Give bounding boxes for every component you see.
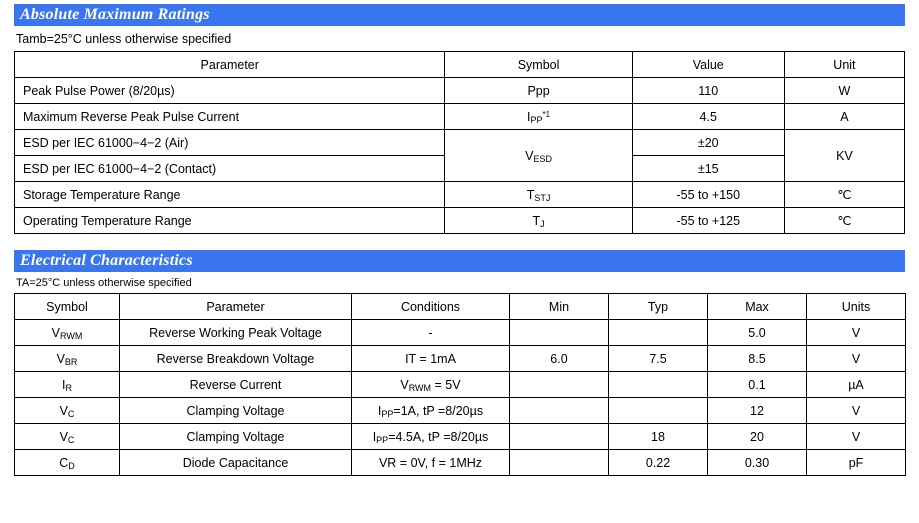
cell-symbol: [15, 346, 120, 372]
cell-parameter: ESD per IEC 61000−4−2 (Air): [15, 130, 445, 156]
symbol-subscript: RWM: [60, 330, 83, 341]
symbol-text: V: [59, 429, 68, 444]
column-header-min: Min: [510, 294, 609, 320]
symbol-text: V: [51, 325, 60, 340]
cell-typ: 0.22: [609, 450, 708, 476]
condition-text-post: =4.5A, tP =8/20µs: [388, 429, 489, 444]
condition-text: I: [372, 429, 377, 444]
cell-max: 5.0: [708, 320, 807, 346]
cell-conditions: [352, 320, 510, 346]
cell-symbol: [15, 424, 120, 450]
cell-parameter: ESD per IEC 61000−4−2 (Contact): [15, 156, 445, 182]
cell-typ: [609, 372, 708, 398]
cell-parameter: Peak Pulse Power (8/20µs): [15, 78, 445, 104]
cell-symbol: [445, 78, 632, 104]
symbol-text: T: [526, 187, 535, 202]
condition-text: I: [377, 403, 382, 418]
cell-value: ±15: [632, 156, 784, 182]
symbol-text: I: [62, 377, 66, 392]
table-row: [15, 372, 906, 398]
symbol-footnote: *1: [542, 109, 551, 119]
symbol-text: V: [59, 403, 68, 418]
cell-symbol: [15, 450, 120, 476]
symbol-text: C: [59, 455, 69, 470]
column-header-conditions: Conditions: [352, 294, 510, 320]
column-header-parameter: Parameter: [15, 52, 445, 78]
cell-parameter: Diode Capacitance: [120, 450, 352, 476]
cell-parameter: Operating Temperature Range: [15, 208, 445, 234]
cell-typ: 18: [609, 424, 708, 450]
symbol-subscript: BR: [64, 356, 78, 367]
datasheet-page: [0, 4, 919, 523]
table-row: [15, 346, 906, 372]
cell-units: pF: [807, 450, 906, 476]
condition-text: V: [400, 377, 409, 392]
cell-symbol: [445, 208, 632, 234]
cell-min: [510, 320, 609, 346]
cell-symbol: [15, 320, 120, 346]
cell-max: 12: [708, 398, 807, 424]
cell-value: -55 to +150: [632, 182, 784, 208]
cell-symbol: [445, 182, 632, 208]
symbol-subscript: ESD: [533, 153, 552, 164]
table-row: [15, 208, 905, 234]
table-header-row: [15, 52, 905, 78]
cell-conditions: [352, 424, 510, 450]
cell-value: 110: [632, 78, 784, 104]
symbol-text: V: [525, 148, 534, 163]
cell-typ: 7.5: [609, 346, 708, 372]
cell-units: V: [807, 346, 906, 372]
symbol-subscript: J: [540, 218, 545, 229]
cell-value: -55 to +125: [632, 208, 784, 234]
column-header-unit: Unit: [784, 52, 904, 78]
electrical-characteristics-table: [14, 293, 906, 476]
cell-parameter: Reverse Working Peak Voltage: [120, 320, 352, 346]
cell-units: V: [807, 424, 906, 450]
section-spacer: [14, 234, 905, 246]
cell-unit: ℃: [784, 208, 904, 234]
table-row: [15, 398, 906, 424]
column-header-typ: Typ: [609, 294, 708, 320]
cell-units: V: [807, 320, 906, 346]
condition-text: -: [428, 325, 433, 340]
cell-conditions: [352, 398, 510, 424]
cell-units: V: [807, 398, 906, 424]
table-row: [15, 450, 906, 476]
cell-conditions: [352, 372, 510, 398]
cell-unit: W: [784, 78, 904, 104]
cell-max: 20: [708, 424, 807, 450]
cell-symbol: [15, 398, 120, 424]
condition-subscript: RWM: [408, 382, 432, 393]
electrical-characteristics-note: TA=25°C unless otherwise specified: [16, 277, 192, 289]
condition-subscript: PP: [376, 434, 389, 445]
cell-min: [510, 398, 609, 424]
absolute-maximum-ratings-table: [14, 51, 905, 234]
condition-subscript: PP: [381, 408, 394, 419]
table-row: [15, 424, 906, 450]
cell-min: [510, 424, 609, 450]
cell-parameter: Storage Temperature Range: [15, 182, 445, 208]
cell-conditions: [352, 450, 510, 476]
column-header-symbol: Symbol: [15, 294, 120, 320]
column-header-parameter: Parameter: [120, 294, 352, 320]
cell-parameter: Maximum Reverse Peak Pulse Current: [15, 104, 445, 130]
symbol-subscript: PP: [530, 114, 543, 125]
cell-value: ±20: [632, 130, 784, 156]
table-header-row: [15, 294, 906, 320]
cell-symbol: [445, 130, 632, 182]
condition-text-post: =1A, tP =8/20µs: [393, 403, 484, 418]
symbol-text: T: [532, 213, 541, 228]
section-header-electrical-characteristics: Electrical Characteristics: [14, 250, 905, 272]
cell-value: 4.5: [632, 104, 784, 130]
cell-parameter: Reverse Current: [120, 372, 352, 398]
symbol-subscript: STJ: [534, 192, 551, 203]
column-header-units: Units: [807, 294, 906, 320]
column-header-value: Value: [632, 52, 784, 78]
table-row: [15, 104, 905, 130]
cell-min: 6.0: [510, 346, 609, 372]
symbol-subscript: R: [65, 382, 72, 393]
cell-conditions: [352, 346, 510, 372]
cell-unit: ℃: [784, 182, 904, 208]
cell-max: 8.5: [708, 346, 807, 372]
column-header-max: Max: [708, 294, 807, 320]
cell-min: [510, 372, 609, 398]
condition-text: IT = 1mA: [405, 351, 456, 366]
cell-parameter: Clamping Voltage: [120, 398, 352, 424]
cell-unit: KV: [784, 130, 904, 182]
cell-symbol: [15, 372, 120, 398]
table-row: [15, 130, 905, 156]
cell-parameter: Clamping Voltage: [120, 424, 352, 450]
cell-symbol: [445, 104, 632, 130]
condition-text-post: = 5V: [431, 377, 461, 392]
section-header-absolute-maximum-ratings: Absolute Maximum Ratings: [14, 4, 905, 26]
cell-typ: [609, 320, 708, 346]
table-row: [15, 78, 905, 104]
symbol-text: Ppp: [527, 83, 550, 98]
cell-min: [510, 450, 609, 476]
cell-max: 0.30: [708, 450, 807, 476]
symbol-subscript: C: [67, 434, 75, 445]
table-row: [15, 182, 905, 208]
symbol-subscript: C: [67, 408, 75, 419]
cell-max: 0.1: [708, 372, 807, 398]
symbol-text: I: [527, 109, 531, 124]
symbol-text: V: [56, 351, 65, 366]
table-row: [15, 320, 906, 346]
column-header-symbol: Symbol: [445, 52, 632, 78]
cell-typ: [609, 398, 708, 424]
cell-units: µA: [807, 372, 906, 398]
cell-unit: A: [784, 104, 904, 130]
absolute-maximum-ratings-note: Tamb=25°C unless otherwise specified: [16, 32, 232, 46]
cell-parameter: Reverse Breakdown Voltage: [120, 346, 352, 372]
condition-text: VR = 0V, f = 1MHz: [378, 455, 483, 470]
symbol-subscript: D: [68, 460, 75, 471]
